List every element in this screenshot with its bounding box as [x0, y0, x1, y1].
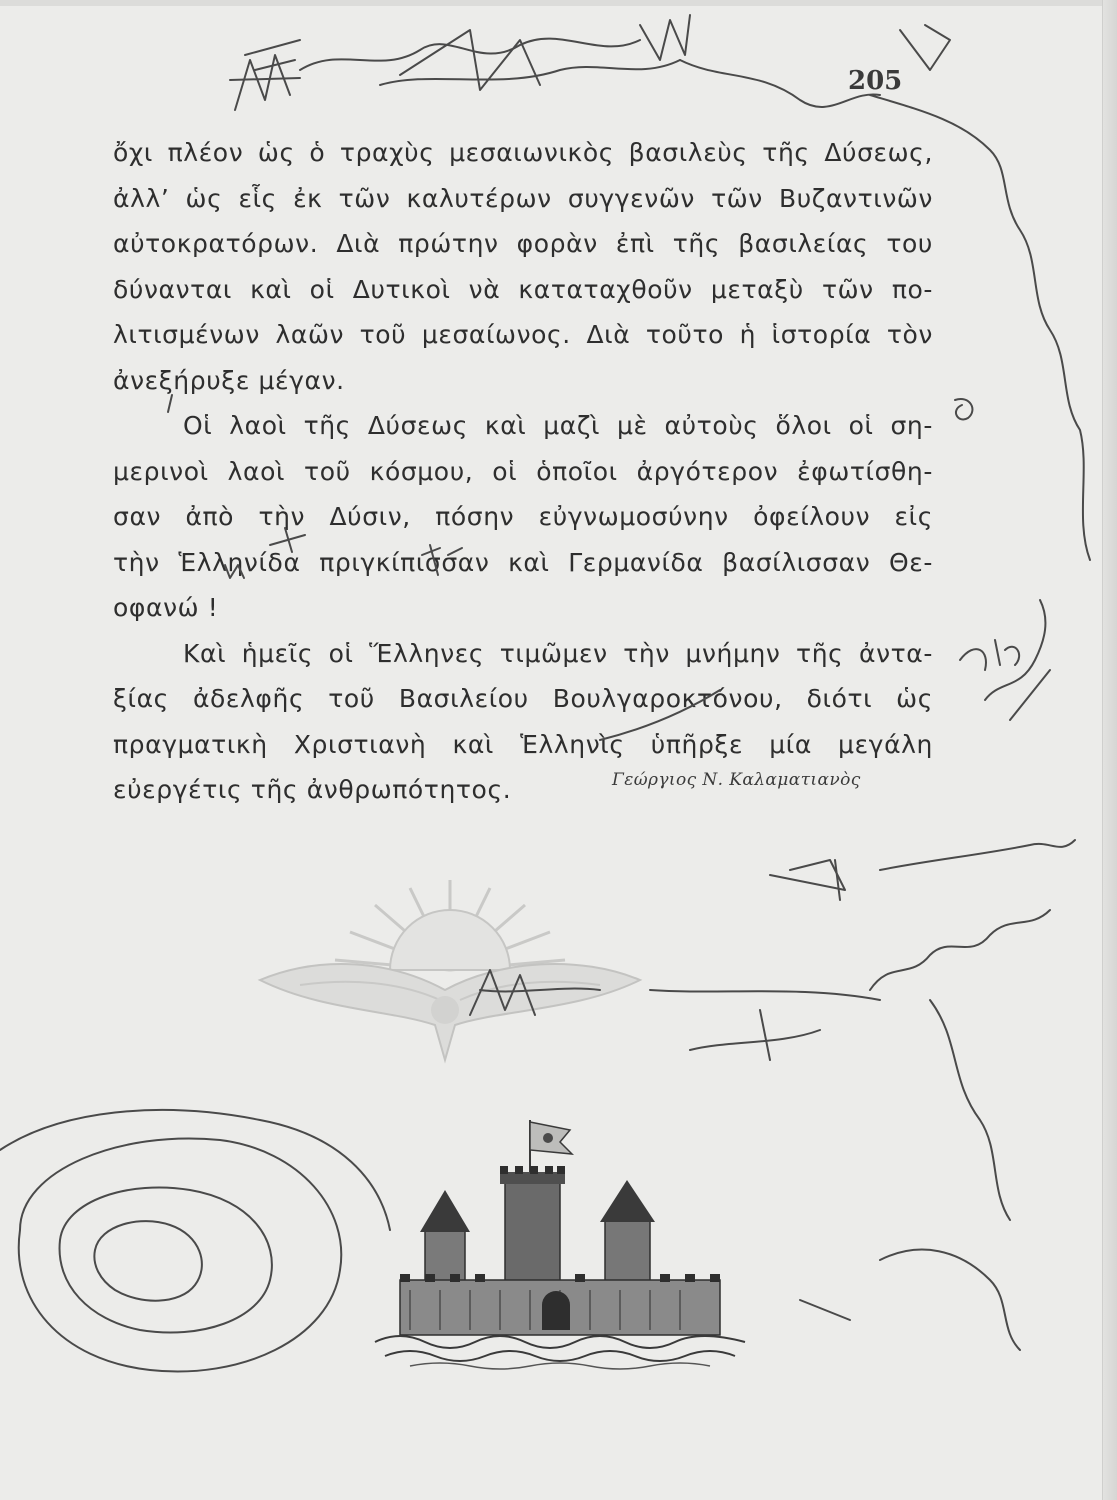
page-right-edge — [1102, 0, 1117, 1500]
text-line: ξίας ἀδελφῆς τοῦ Βασιλείου Βουλγαροκτόνου, διότι ὡς — [113, 684, 933, 713]
text-line: Οἱ λαοὶ τῆς Δύσεως καὶ μαζὶ μὲ αὐτοὺς ὅλοι οἱ ση- — [183, 411, 933, 440]
body-text — [113, 130, 933, 813]
author-signature: Γεώργιος Ν. Καλαματιανὸς — [612, 770, 861, 790]
text-line: λιτισμένων λαῶν τοῦ μεσαίωνος. Διὰ τοῦτο ἡ ἱστορία τὸν — [113, 320, 933, 349]
text-line: τὴν Ἑλληνίδα πριγκίπισσαν καὶ Γερμανίδα βασίλισσαν Θε- — [113, 547, 933, 577]
text-line: μερινοὶ λαοὶ τοῦ κόσμου, οἱ ὁποῖοι ἀργότερον ἐφωτίσθη- — [113, 456, 933, 486]
castle-with-flag-vignette — [370, 1110, 750, 1370]
page-top-edge — [0, 0, 1117, 6]
text-line: αὐτοκρατόρων. Διὰ πρώτην φορὰν ἐπὶ τῆς βασιλείας του — [113, 229, 933, 258]
text-line: ὄχι πλέον ὡς ὁ τραχὺς μεσαιωνικὸς βασιλεὺς τῆς Δύσεως, — [113, 138, 933, 167]
text-line: Καὶ ἡμεῖς οἱ Ἕλληνες τιμῶμεν τὴν μνήμην τῆς ἀντα- — [183, 638, 933, 668]
text-line: σαν ἀπὸ τὴν Δύσιν, πόσην εὐγνωμοσύνην ὀφείλουν εἰς — [113, 502, 933, 531]
text-line: ἀνεξήρυξε μέγαν. — [113, 365, 345, 395]
text-line: πραγματικὴ Χριστιανὴ καὶ Ἑλληνὶς ὑπῆρξε μία μεγάλη — [113, 729, 933, 759]
eagle-sun-emblem — [240, 860, 660, 1100]
page-number: 205 — [848, 66, 903, 96]
text-line: εὐεργέτις τῆς ἀνθρωπότητος. — [113, 775, 512, 804]
text-line: ἀλλ’ ὡς εἷς ἐκ τῶν καλυτέρων συγγενῶν τῶν Βυζαντινῶν — [113, 183, 933, 213]
text-line: δύνανται καὶ οἱ Δυτικοὶ νὰ καταταχθοῦν μεταξὺ τῶν πο- — [113, 274, 933, 304]
text-line: οφανώ ! — [113, 593, 219, 622]
